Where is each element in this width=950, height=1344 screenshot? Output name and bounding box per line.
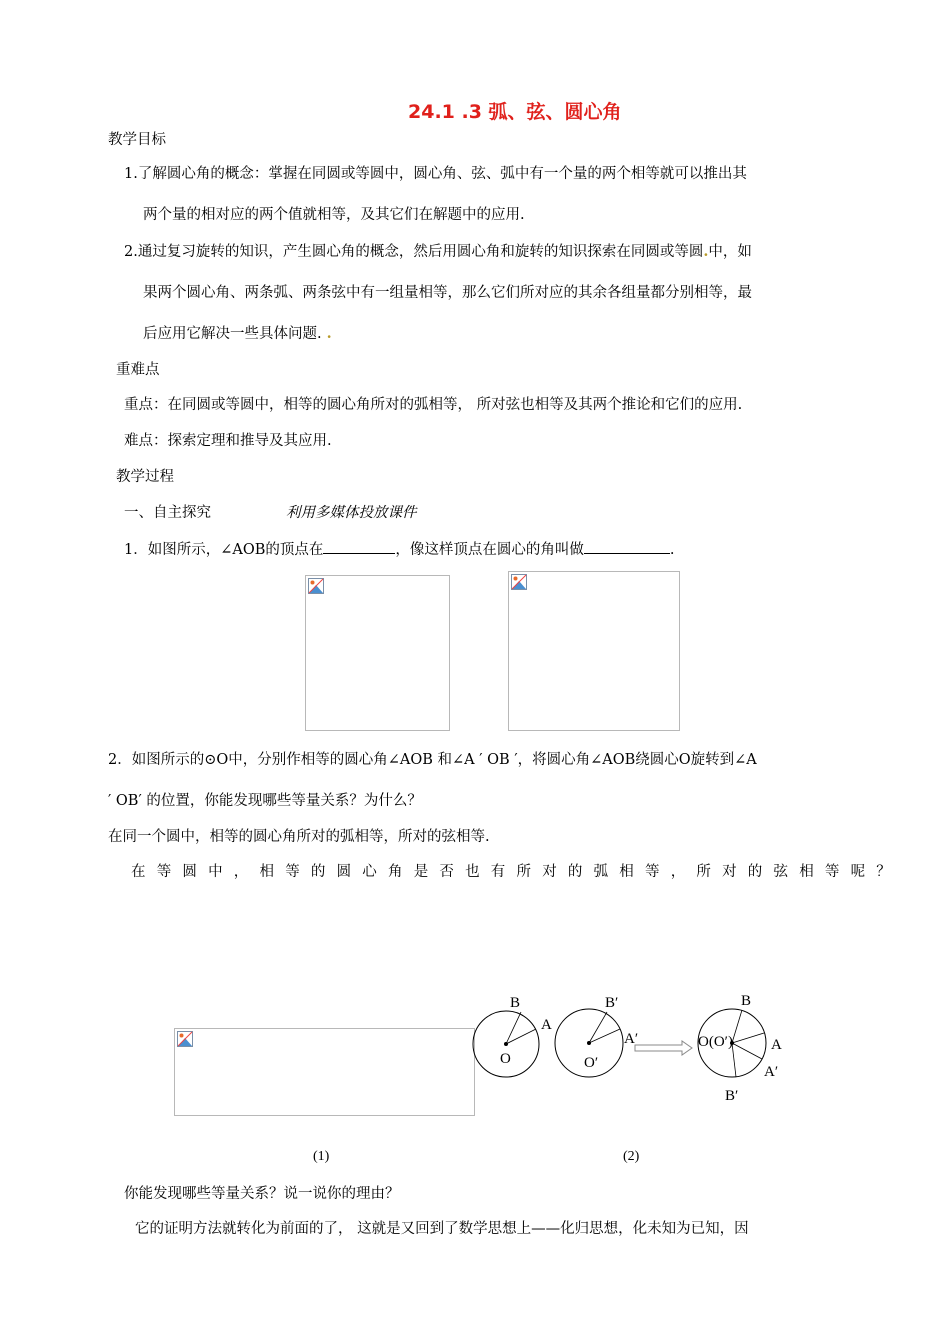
conclusion: 在同一个圆中，相等的圆心角所对的弧相等，所对的弦相等. [108,829,490,845]
broken-image-icon [511,574,527,590]
question-1-text-a: 1．如图所示，∠AOB的顶点在 [124,542,324,558]
label-o-prime: O′ [584,1055,599,1071]
key-heading: 重难点 [116,362,160,378]
broken-image-icon [177,1031,193,1047]
label-b: B [741,993,752,1009]
question-2-line-2: ′ OB′ 的位置，你能发现哪些等量关系？为什么？ [108,793,422,809]
objective-2-line-1 [124,242,752,262]
objective-1-line-1: 1.了解圆心角的概念：掌握在同圆或等圆中，圆心角、弦、弧中有一个量的两个相等就可以推出其 [124,166,747,182]
circle-rotation-figure [470,985,800,1110]
circle-3 [698,993,782,1104]
objective-2-text-b: 中，如 [708,244,752,260]
question-1-text-c: . [669,542,675,558]
question-1 [124,539,675,560]
label-b: B [510,995,521,1011]
label-o-o-prime: O(O′) [698,1034,733,1050]
objective-2-line-2: 果两个圆心角、两条弧、两条弦中有一组量相等，那么它们所对应的其余各组量都分别相等，最 [143,285,752,301]
part-1-note: 利用多媒体投放课件 [286,505,417,521]
process-heading: 教学过程 [116,469,174,485]
image-placeholder-3 [174,1028,475,1116]
figure-label-1: (1) [313,1149,330,1164]
answer-blank-2[interactable] [584,539,670,554]
objective-2-text-c: 后应用它解决一些具体问题. [143,326,322,342]
answer-blank-1[interactable] [323,539,395,554]
key-point: 重点：在同圆或等圆中，相等的圆心角所对的弧相等， 所对弦也相等及其两个推论和它们的应用. [124,397,743,413]
marker-dot: . [321,325,332,342]
objectives-heading: 教学目标 [108,132,166,148]
page-title: 24.1 .3 弧、弦、圆心角 [408,101,622,123]
part-1-label: 一、自主探究 [124,505,211,521]
objective-2-line-3 [143,324,332,344]
label-a: A [541,1017,552,1033]
label-a-prime: A′ [764,1064,779,1080]
discover-question: 你能发现哪些等量关系？说一说你的理由？ [124,1186,400,1202]
label-a: A [771,1037,782,1053]
difficulty: 难点：探索定理和推导及其应用. [124,433,332,449]
equal-circles-question: 在等圆中，相等的圆心角是否也有所对的弧相等，所对的弦相等呢？ [131,864,902,880]
figure-label-2: (2) [623,1149,640,1164]
circle-2 [555,995,638,1077]
broken-image-icon [308,578,324,594]
label-b-prime: B′ [725,1088,739,1104]
marker-dot: . [703,243,709,260]
image-placeholder-1 [305,575,450,731]
circle-1 [473,995,552,1077]
objective-1-line-2: 两个量的相对应的两个值就相等，及其它们在解题中的应用. [143,207,525,223]
image-placeholder-2 [508,571,680,731]
label-b-prime: B′ [605,995,619,1011]
label-a-prime: A′ [624,1031,639,1047]
objective-2-text-a: 2.通过复习旋转的知识，产生圆心角的概念，然后用圆心角和旋转的知识探索在同圆或等圆 [124,244,704,260]
question-1-text-b: ，像这样顶点在圆心的角叫做 [395,542,584,558]
transform-arrow [635,1041,692,1055]
label-o: O [500,1051,511,1067]
proof-line: 它的证明方法就转化为前面的了， 这就是又回到了数学思想上——化归思想，化未知为已知，因 [135,1221,749,1237]
question-2-line-1: 2．如图所示的⊙O中，分别作相等的圆心角∠AOB 和∠A ′ OB ′，将圆心角∠AOB绕圆心O旋转到∠A [108,752,757,768]
